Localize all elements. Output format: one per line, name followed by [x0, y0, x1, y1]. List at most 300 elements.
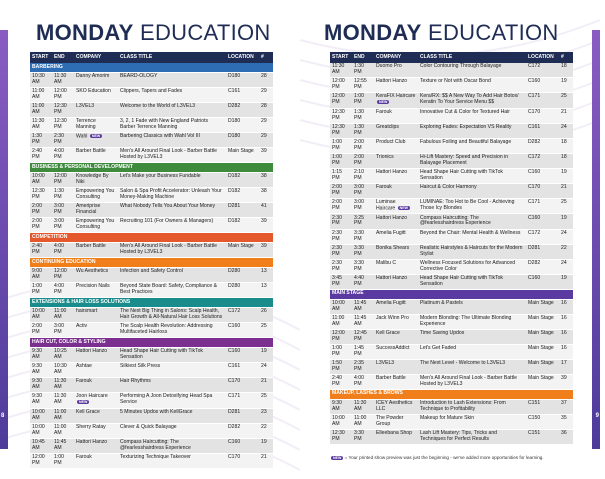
cell-company: Bonika Shears — [374, 244, 418, 259]
cell-class-title: Men's All Around Final Look - Barber Battle Hosted by L3VEL3 — [118, 243, 226, 258]
table-row — [330, 344, 573, 359]
cell-end: 11:00 AM — [352, 414, 374, 429]
cell-number: 23 — [259, 408, 273, 423]
cell-start: 10:00 AM — [330, 414, 352, 429]
cell-location: C170 — [526, 108, 559, 123]
cell-company: Jack Winn Pro — [374, 314, 418, 329]
table-row — [330, 259, 573, 274]
cell-company: Greatclips — [374, 123, 418, 138]
cell-class-title: Innovative Cut & Color for Textured Hair — [418, 108, 526, 123]
cell-start: 12:30 PM — [30, 188, 52, 203]
cell-start: 11:00 AM — [30, 87, 52, 102]
cell-class-title: Performing A Joon Detoxifying Head Spa Service — [118, 393, 226, 408]
right-page — [300, 0, 605, 479]
cell-class-title: Realistic Hairstyles & Haircuts for the Modern Stylist — [418, 244, 526, 259]
cell-number: 19 — [559, 274, 573, 289]
cell-class-title: 3, 2, 1 Fade with New England Patriots Barber Terrence Manning — [118, 118, 226, 133]
cell-start: 12:30 PM — [330, 123, 352, 138]
cell-end: 11:30 AM — [52, 72, 74, 87]
cell-location: Main Stage — [526, 344, 559, 359]
cell-company: Barber Battle — [374, 374, 418, 389]
cell-company: Elleebana Shop — [374, 429, 418, 444]
cell-location: D180 — [226, 133, 259, 148]
cell-start: 11:30 AM — [330, 63, 352, 78]
cell-end: 4:00 PM — [52, 283, 74, 298]
cell-location: D182 — [226, 218, 259, 233]
left-page — [0, 0, 300, 479]
cell-location: C151 — [526, 399, 559, 414]
cell-start: 10:00 AM — [30, 408, 52, 423]
cell-number: 17 — [559, 359, 573, 374]
cell-class-title: BEARD-OLOGY — [118, 72, 226, 87]
cell-company: Wahl NEW — [74, 133, 118, 148]
cell-number: 22 — [259, 423, 273, 438]
website-text: PREMIERECOLUMBUSSHOW.COM — [599, 150, 605, 249]
cell-company: Barber Battle — [74, 148, 118, 163]
cell-number: 13 — [259, 268, 273, 283]
col-location: LOCATION — [526, 52, 559, 63]
cell-class-title: LUMINAE: Too Hot to Be Cool - Achieving Those Icy Blondes — [418, 198, 526, 213]
cell-end: 10:30 AM — [52, 363, 74, 378]
table-row — [330, 214, 573, 229]
cell-class-title: Fabulous Foiling and Beautiful Balayage — [418, 138, 526, 153]
cell-company: Precision Nails — [74, 283, 118, 298]
table-row — [330, 183, 573, 198]
cell-company: Kell Grace — [74, 408, 118, 423]
cell-company: Hattori Hanzo — [374, 168, 418, 183]
table-row — [330, 414, 573, 429]
cell-end: 12:00 PM — [52, 173, 74, 188]
table-row — [330, 299, 573, 314]
cell-location: C172 — [226, 308, 259, 323]
cell-number: 16 — [559, 344, 573, 359]
cell-company: Knowledge By Niki — [74, 173, 118, 188]
cell-location: Main Stage — [226, 148, 259, 163]
cell-start: 12:00 PM — [30, 453, 52, 468]
cell-company: Hattori Hanzo — [374, 78, 418, 93]
cell-number: 21 — [559, 108, 573, 123]
cell-class-title: Recruiting 101 (For Owners & Managers) — [118, 218, 226, 233]
cell-number: 25 — [259, 323, 273, 338]
cell-location: C172 — [526, 153, 559, 168]
cell-location: C160 — [526, 274, 559, 289]
cell-location: D281 — [226, 203, 259, 218]
cell-location: D180 — [226, 72, 259, 87]
col-number: # — [259, 52, 273, 63]
cell-end: 12:45 PM — [352, 329, 374, 344]
cell-company: Duomo Pro — [374, 63, 418, 78]
table-row — [30, 423, 273, 438]
cell-company: L3VEL3 — [374, 359, 418, 374]
cell-number: 24 — [559, 259, 573, 274]
cell-end: 12:00 PM — [52, 87, 74, 102]
cell-start: 12:30 PM — [330, 108, 352, 123]
cell-location: C172 — [526, 63, 559, 78]
cell-start: 2:00 PM — [30, 218, 52, 233]
cell-start: 12:00 PM — [330, 93, 352, 108]
col-end: END — [352, 52, 374, 63]
category-label: MAKEUP, LASHES & BROWS — [330, 389, 573, 399]
sidebar-strip — [592, 30, 605, 449]
table-row — [30, 133, 273, 148]
table-row — [30, 308, 273, 323]
table-row — [330, 314, 573, 329]
cell-end: 3:00 PM — [352, 183, 374, 198]
category-header — [30, 233, 273, 243]
cell-number: 19 — [559, 214, 573, 229]
cell-end: 10:25 AM — [52, 348, 74, 363]
cell-class-title: Platinum & Pastels — [418, 299, 526, 314]
cell-end: 3:00 PM — [52, 323, 74, 338]
cell-start: 9:30 AM — [330, 399, 352, 414]
cell-company: Joon Haircare NEW — [74, 393, 118, 408]
col-start: START — [330, 52, 352, 63]
cell-class-title: Modern Blonding: The Ultimate Blonding Experience — [418, 314, 526, 329]
cell-class-title: Silkiest Silk Press — [118, 363, 226, 378]
cell-company: Ashtae — [74, 363, 118, 378]
table-row — [30, 218, 273, 233]
cell-end: 11:45 AM — [52, 438, 74, 453]
table-row — [30, 118, 273, 133]
cell-end: 11:45 AM — [352, 299, 374, 314]
cell-location: D281 — [226, 408, 259, 423]
cell-number: 39 — [259, 218, 273, 233]
col-company: COMPANY — [374, 52, 418, 63]
table-row — [330, 63, 573, 78]
cell-location: C160 — [226, 438, 259, 453]
col-start: START — [30, 52, 52, 63]
cell-end: 4:00 PM — [352, 374, 374, 389]
website-text — [0, 249, 1, 409]
cell-number: 18 — [559, 138, 573, 153]
cell-end: 3:00 PM — [52, 218, 74, 233]
cell-class-title: Clippers, Tapers and Fades — [118, 87, 226, 102]
cell-class-title: Wellness Focused Solutions for Advanced Corrective Color — [418, 259, 526, 274]
table-row — [330, 359, 573, 374]
col-end: END — [52, 52, 74, 63]
table-row — [330, 78, 573, 93]
table-row — [330, 198, 573, 213]
table-row — [30, 393, 273, 408]
cell-company: SKO Education — [74, 87, 118, 102]
new-badge: NEW — [379, 100, 388, 105]
cell-end: 2:30 PM — [52, 133, 74, 148]
category-header — [30, 63, 273, 72]
cell-start: 10:45 AM — [30, 438, 52, 453]
table-row — [330, 229, 573, 244]
table-row — [30, 72, 273, 87]
cell-number: 22 — [559, 244, 573, 259]
cell-company: Ameriprise Financial — [74, 203, 118, 218]
table-row — [330, 429, 573, 444]
cell-company: KeraFIX Haircare NEW — [374, 93, 418, 108]
category-label: CONTINUING EDUCATION — [30, 258, 273, 268]
table-row — [30, 243, 273, 258]
cell-end: 2:10 PM — [352, 168, 374, 183]
table-row — [30, 283, 273, 298]
cell-start: 11:30 AM — [30, 118, 52, 133]
table-row — [330, 374, 573, 389]
cell-class-title: Makeup for Mature Skin — [418, 414, 526, 429]
cell-location: C160 — [526, 78, 559, 93]
cell-company: Hattori Hanzo — [374, 274, 418, 289]
cell-class-title: Haircut & Color Harmony — [418, 183, 526, 198]
cell-company: Empowering You Consulting — [74, 218, 118, 233]
cell-class-title: Beyond the Chair: Mental Health & Wellness — [418, 229, 526, 244]
cell-location: Main Stage — [526, 359, 559, 374]
cell-company: Danny Amorim — [74, 72, 118, 87]
cell-location: C150 — [526, 414, 559, 429]
category-header — [30, 163, 273, 173]
category-label: COMPETITION — [30, 233, 273, 243]
cell-location: C160 — [226, 323, 259, 338]
cell-start: 11:00 AM — [30, 102, 52, 117]
cell-location: C161 — [226, 87, 259, 102]
cell-class-title: Introduction to Lash Extensions: From Technique to Profitability — [418, 399, 526, 414]
footnote — [330, 455, 544, 460]
cell-start: 10:30 AM — [30, 72, 52, 87]
cell-end: 3:30 PM — [352, 244, 374, 259]
cell-location: Main Stage — [226, 243, 259, 258]
cell-company: Product Club — [374, 138, 418, 153]
table-row — [30, 203, 273, 218]
cell-number: 36 — [559, 429, 573, 444]
cell-end: 3:30 PM — [352, 259, 374, 274]
cell-number: 28 — [259, 72, 273, 87]
cell-number: 21 — [259, 453, 273, 468]
cell-class-title: Head Shape Hair Cutting with TikTok Sensation — [418, 168, 526, 183]
cell-start: 9:30 AM — [30, 363, 52, 378]
cell-class-title: Barbering Classics with Wahl Vol III — [118, 133, 226, 148]
cell-company: Luminae Haircare NEW — [374, 198, 418, 213]
table-row — [30, 173, 273, 188]
cell-end: 11:45 AM — [352, 314, 374, 329]
table-row — [30, 363, 273, 378]
table-row — [330, 123, 573, 138]
cell-start: 12:00 PM — [330, 329, 352, 344]
cell-number: 39 — [259, 148, 273, 163]
col-class-title: CLASS TITLE — [418, 52, 526, 63]
cell-end: 11:30 AM — [52, 393, 74, 408]
cell-class-title: Let's Get Faded — [418, 344, 526, 359]
cell-start: 10:00 AM — [330, 299, 352, 314]
table-row — [330, 244, 573, 259]
cell-start: 1:00 PM — [330, 153, 352, 168]
cell-start: 2:00 PM — [330, 183, 352, 198]
category-label: BUSINESS & PERSONAL DEVELOPMENT — [30, 163, 273, 173]
new-badge: NEW — [333, 455, 342, 460]
cell-end: 3:00 PM — [52, 203, 74, 218]
table-row — [30, 323, 273, 338]
table-row — [30, 188, 273, 203]
cell-company: Farouk — [74, 453, 118, 468]
table-row — [30, 87, 273, 102]
category-label: MAIN STAGE — [330, 289, 573, 299]
schedule-table — [30, 52, 273, 469]
cell-end: 2:00 PM — [352, 138, 374, 153]
cell-location: Main Stage — [526, 299, 559, 314]
cell-number: 16 — [559, 314, 573, 329]
cell-end: 3:25 PM — [352, 214, 374, 229]
cell-end: 4:40 PM — [352, 274, 374, 289]
cell-start: 9:30 AM — [30, 393, 52, 408]
cell-start: 2:40 PM — [30, 243, 52, 258]
cell-number: 16 — [559, 329, 573, 344]
table-row — [330, 274, 573, 289]
cell-class-title: The Next Big Thing in Salons: Scalp Health, Hair Growth & All-Natural Hair Loss Solutions — [118, 308, 226, 323]
table-row — [330, 399, 573, 414]
cell-number: 18 — [559, 63, 573, 78]
cell-class-title: The Next Level - Welcome to L3VEL3 — [418, 359, 526, 374]
cell-start: 10:00 AM — [30, 308, 52, 323]
cell-number: 29 — [259, 133, 273, 148]
table-row — [330, 138, 573, 153]
cell-end: 1:00 PM — [52, 453, 74, 468]
cell-class-title: Men's All Around Final Look - Barber Battle Hosted by L3VEL3 — [118, 148, 226, 163]
cell-number: 28 — [259, 102, 273, 117]
cell-class-title: Color Contouring Through Balayage — [418, 63, 526, 78]
cell-class-title: Salon & Spa Profit Accelerator: Unleash Your Money-Making Machine — [118, 188, 226, 203]
cell-class-title: Exploring Fades: Expectation VS Reality — [418, 123, 526, 138]
cell-location: C171 — [226, 393, 259, 408]
cell-number: 35 — [559, 414, 573, 429]
cell-location: D282 — [226, 423, 259, 438]
new-badge: NEW — [79, 400, 88, 405]
category-header — [30, 338, 273, 348]
cell-number: 26 — [259, 308, 273, 323]
cell-start: 1:00 PM — [330, 138, 352, 153]
cell-company: The Powder Group — [374, 414, 418, 429]
cell-number: 24 — [259, 363, 273, 378]
cell-class-title: Texturizing Technique Takeover — [118, 453, 226, 468]
cell-number: 25 — [559, 93, 573, 108]
cell-number: 19 — [259, 438, 273, 453]
cell-number: 13 — [259, 283, 273, 298]
cell-class-title: Hair Rhythms — [118, 378, 226, 393]
cell-company: SuccessAddict — [374, 344, 418, 359]
cell-company: Farouk — [74, 378, 118, 393]
cell-end: 12:00 PM — [52, 268, 74, 283]
cell-location: Main Stage — [526, 374, 559, 389]
cell-location: C160 — [526, 214, 559, 229]
cell-number: 41 — [259, 203, 273, 218]
cell-start: 12:30 PM — [330, 429, 352, 444]
cell-class-title: Men's All Around Final Look - Barber Battle Hosted by L3VEL3 — [418, 374, 526, 389]
cell-class-title: Kera/RX: $$ A New Way To Add Hair Botox/ Keratin To Your Service Menu $$ — [418, 93, 526, 108]
cell-start: 11:00 AM — [330, 314, 352, 329]
cell-company: ICEY Aesthetics LLC — [374, 399, 418, 414]
cell-company: Sherry Ratay — [74, 423, 118, 438]
new-badge: NEW — [91, 134, 101, 139]
cell-start: 3:45 PM — [330, 274, 352, 289]
cell-start: 2:30 PM — [330, 244, 352, 259]
cell-class-title: Welcome to the World of L3VEL3 — [118, 102, 226, 117]
cell-end: 12:30 PM — [52, 102, 74, 117]
cell-class-title: Texture or Not with Oscar Bond — [418, 78, 526, 93]
cell-location: D280 — [226, 283, 259, 298]
cell-end: 3:00 PM — [352, 198, 374, 213]
table-row — [330, 108, 573, 123]
cell-location: D182 — [226, 188, 259, 203]
cell-number: 24 — [559, 229, 573, 244]
cell-company: L3VEL3 — [74, 102, 118, 117]
cell-start: 1:50 PM — [330, 359, 352, 374]
cell-location: C172 — [526, 229, 559, 244]
cell-location: Main Stage — [526, 314, 559, 329]
cell-location: C151 — [526, 429, 559, 444]
cell-location: C170 — [526, 183, 559, 198]
cell-end: 11:00 AM — [52, 408, 74, 423]
cell-start: 9:00 AM — [30, 268, 52, 283]
cell-location: C170 — [226, 453, 259, 468]
cell-start: 1:15 PM — [330, 168, 352, 183]
cell-location: C171 — [526, 93, 559, 108]
table-row — [330, 153, 573, 168]
cell-number: 25 — [259, 393, 273, 408]
cell-class-title: Infection and Safety Control — [118, 268, 226, 283]
cell-end: 4:00 PM — [52, 243, 74, 258]
cell-class-title: Head Shape Hair Cutting with TikTok Sensation — [118, 348, 226, 363]
cell-class-title: What Nobody Tells You About Your Money — [118, 203, 226, 218]
category-label: HAIR CUT, COLOR & STYLING — [30, 338, 273, 348]
cell-number: 38 — [259, 173, 273, 188]
cell-start: 2:00 PM — [30, 323, 52, 338]
cell-company: Terrence Manning — [74, 118, 118, 133]
cell-end: 11:00 AM — [52, 423, 74, 438]
cell-company: Empowering You Consulting — [74, 188, 118, 203]
cell-end: 11:30 AM — [52, 378, 74, 393]
cell-end: 12:55 PM — [352, 78, 374, 93]
category-label: BARBERING — [30, 63, 273, 72]
cell-company: Farouk — [374, 108, 418, 123]
cell-location: C160 — [526, 168, 559, 183]
cell-start: 2:30 PM — [330, 259, 352, 274]
cell-end: 1:30 PM — [352, 63, 374, 78]
table-row — [30, 102, 273, 117]
cell-end: 1:45 PM — [352, 344, 374, 359]
cell-start: 1:00 PM — [330, 344, 352, 359]
cell-number: 19 — [559, 78, 573, 93]
cell-company: Trionics — [374, 153, 418, 168]
table-row — [30, 348, 273, 363]
new-badge: NEW — [399, 206, 409, 210]
page-title: MONDAY EDUCATION — [324, 20, 559, 45]
cell-location: C161 — [226, 363, 259, 378]
cell-location: D280 — [226, 268, 259, 283]
cell-location: Main Stage — [526, 329, 559, 344]
cell-location: C161 — [526, 123, 559, 138]
table-header — [30, 52, 273, 63]
cell-location: C171 — [526, 198, 559, 213]
cell-number: 21 — [259, 378, 273, 393]
cell-number: 19 — [259, 348, 273, 363]
cell-class-title: Compass Haircutting: The @fearlesshairdress Experience — [418, 214, 526, 229]
cell-location: C160 — [226, 348, 259, 363]
col-class-title: CLASS TITLE — [118, 52, 226, 63]
cell-company: Hattori Hanzo — [74, 438, 118, 453]
cell-number: 29 — [259, 118, 273, 133]
cell-number: 29 — [259, 87, 273, 102]
category-header — [330, 289, 573, 299]
cell-number: 39 — [259, 243, 273, 258]
cell-start: 1:00 PM — [30, 283, 52, 298]
cell-company: Hattori Hanzo — [374, 214, 418, 229]
cell-start: 9:30 AM — [30, 378, 52, 393]
page-number: 9 — [595, 413, 599, 419]
cell-location: D282 — [226, 102, 259, 117]
cell-start: 2:30 PM — [330, 214, 352, 229]
table-row — [330, 168, 573, 183]
